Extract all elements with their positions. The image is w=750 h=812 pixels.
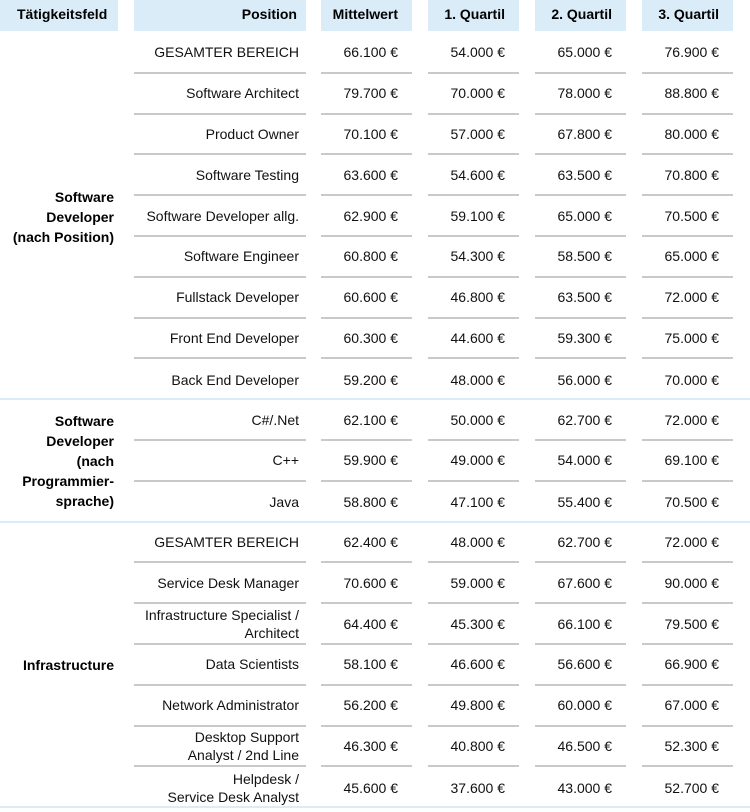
table-cell-mean: 64.400 €: [321, 604, 412, 645]
header-field: Tätigkeitsfeld: [0, 0, 118, 31]
field-label-text: Software Developer (nach Position): [12, 188, 114, 245]
table-cell-position: Software Architect: [134, 74, 306, 115]
table-cell-q1: 70.000 €: [428, 74, 519, 115]
table-cell-q3: 70.000 €: [664, 371, 719, 388]
table-cell-mean: 60.300 €: [321, 319, 412, 360]
table-cell-position: Software Engineer: [134, 237, 306, 278]
table-cell-q2: 63.500 €: [535, 278, 626, 319]
table-cell-mean: 66.100 €: [321, 33, 412, 74]
field-label: [0, 400, 122, 522]
table-cell-q2: 65.000 €: [535, 33, 626, 74]
table-cell-q1: 48.000 €: [428, 523, 519, 564]
table-cell-position: Desktop Support Analyst / 2nd Line: [134, 727, 306, 768]
table-cell-mean: 46.300 €: [321, 727, 412, 768]
table-cell-q3: 69.100 €: [642, 441, 733, 482]
table-cell-mean: 59.200 €: [343, 371, 398, 388]
table-cell-position: Service Desk Manager: [134, 563, 306, 604]
table-cell-position: C#/.Net: [134, 400, 306, 441]
table-cell-position: Data Scientists: [134, 645, 306, 686]
table-cell-mean: 62.400 €: [321, 523, 412, 564]
table-cell-mean: 58.800 €: [343, 494, 398, 511]
header-position: Position: [134, 0, 306, 31]
table-cell-position: Software Developer allg.: [134, 196, 306, 237]
table-cell-mean: 56.200 €: [321, 686, 412, 727]
table-cell-mean: 60.600 €: [321, 278, 412, 319]
table-cell-position: Fullstack Developer: [134, 278, 306, 319]
table-cell-q2: 67.600 €: [535, 563, 626, 604]
table-cell-position: Front End Developer: [134, 319, 306, 360]
table-cell-q3: 90.000 €: [642, 563, 733, 604]
table-cell-q3: 70.500 €: [664, 494, 719, 511]
table-cell-mean: 45.600 €: [343, 779, 398, 796]
header-q1: 1. Quartil: [428, 0, 519, 31]
table-cell-q1: 59.000 €: [428, 563, 519, 604]
table-cell-q2: 62.700 €: [535, 400, 626, 441]
table-cell-q1: 49.000 €: [428, 441, 519, 482]
table-cell-q2: 56.000 €: [557, 371, 612, 388]
table-cell-position: Back End Developer: [171, 371, 299, 388]
table-cell-q2: 65.000 €: [535, 196, 626, 237]
table-cell-q1: 48.000 €: [450, 371, 505, 388]
table-cell-q3: 72.000 €: [642, 523, 733, 564]
field-label: [0, 523, 122, 809]
table-cell-q3: 75.000 €: [642, 319, 733, 360]
table-cell-q3: 66.900 €: [642, 645, 733, 686]
table-cell-q1: 47.100 €: [450, 494, 505, 511]
table-cell-mean: 60.800 €: [321, 237, 412, 278]
table-cell-position: Helpdesk / Service Desk Analyst: [167, 770, 299, 805]
table-cell-q3: 72.000 €: [642, 278, 733, 319]
table-cell-position: Infrastructure Specialist / Architect: [134, 604, 306, 645]
table-cell-mean: 58.100 €: [321, 645, 412, 686]
table-cell-q2: 62.700 €: [535, 523, 626, 564]
table-cell-mean: 62.900 €: [321, 196, 412, 237]
table-cell-mean: 70.600 €: [321, 563, 412, 604]
table-cell-mean: 62.100 €: [321, 400, 412, 441]
header-q3: 3. Quartil: [642, 0, 733, 31]
table-cell-q3: 88.800 €: [642, 74, 733, 115]
table-cell-q3: 70.800 €: [642, 155, 733, 196]
table-cell-position: GESAMTER BEREICH: [134, 523, 306, 564]
table-cell-q1: 45.300 €: [428, 604, 519, 645]
table-cell-q2: 60.000 €: [535, 686, 626, 727]
table-cell-mean: 63.600 €: [321, 155, 412, 196]
table-cell-q2: 59.300 €: [535, 319, 626, 360]
table-cell-q1: 40.800 €: [428, 727, 519, 768]
table-cell-position: GESAMTER BEREICH: [134, 33, 306, 74]
table-cell-q1: 57.000 €: [428, 115, 519, 156]
table-cell-mean: 79.700 €: [321, 74, 412, 115]
table-cell-q2: 56.600 €: [535, 645, 626, 686]
field-label: [0, 33, 122, 400]
table-cell-position: Software Testing: [134, 155, 306, 196]
group-divider: [0, 806, 750, 808]
table-cell-q1: 37.600 €: [450, 779, 505, 796]
table-cell-q3: 80.000 €: [642, 115, 733, 156]
table-cell-mean: 59.900 €: [321, 441, 412, 482]
table-cell-q1: 49.800 €: [428, 686, 519, 727]
field-label-text: Infrastructure: [22, 657, 114, 674]
header-mean: Mittelwert: [321, 0, 412, 31]
table-cell-position: Network Administrator: [134, 686, 306, 727]
table-cell-q3: 76.900 €: [642, 33, 733, 74]
table-cell-q2: 63.500 €: [535, 155, 626, 196]
field-label-text: Software Developer (nach Programmier- sprache): [22, 413, 114, 510]
header-q2: 2. Quartil: [535, 0, 626, 31]
table-cell-q1: 54.300 €: [428, 237, 519, 278]
table-cell-q3: 67.000 €: [642, 686, 733, 727]
table-cell-q1: 59.100 €: [428, 196, 519, 237]
table-cell-q2: 78.000 €: [535, 74, 626, 115]
table-cell-q2: 43.000 €: [557, 779, 612, 796]
table-cell-position: Product Owner: [134, 115, 306, 156]
table-cell-position: Java: [269, 494, 299, 511]
table-cell-q2: 54.000 €: [535, 441, 626, 482]
table-cell-q3: 52.300 €: [642, 727, 733, 768]
table-cell-q2: 46.500 €: [535, 727, 626, 768]
table-cell-q2: 55.400 €: [557, 494, 612, 511]
table-cell-position: C++: [134, 441, 306, 482]
table-cell-q2: 58.500 €: [535, 237, 626, 278]
table-cell-q1: 44.600 €: [428, 319, 519, 360]
table-cell-q1: 54.000 €: [428, 33, 519, 74]
table-cell-q2: 67.800 €: [535, 115, 626, 156]
table-cell-mean: 70.100 €: [321, 115, 412, 156]
table-cell-q2: 66.100 €: [535, 604, 626, 645]
table-cell-q3: 52.700 €: [664, 779, 719, 796]
table-cell-q3: 79.500 €: [642, 604, 733, 645]
table-cell-q3: 70.500 €: [642, 196, 733, 237]
table-cell-q1: 54.600 €: [428, 155, 519, 196]
table-cell-q1: 50.000 €: [428, 400, 519, 441]
table-cell-q1: 46.800 €: [428, 278, 519, 319]
table-cell-q3: 72.000 €: [642, 400, 733, 441]
table-cell-q1: 46.600 €: [428, 645, 519, 686]
table-cell-q3: 65.000 €: [642, 237, 733, 278]
